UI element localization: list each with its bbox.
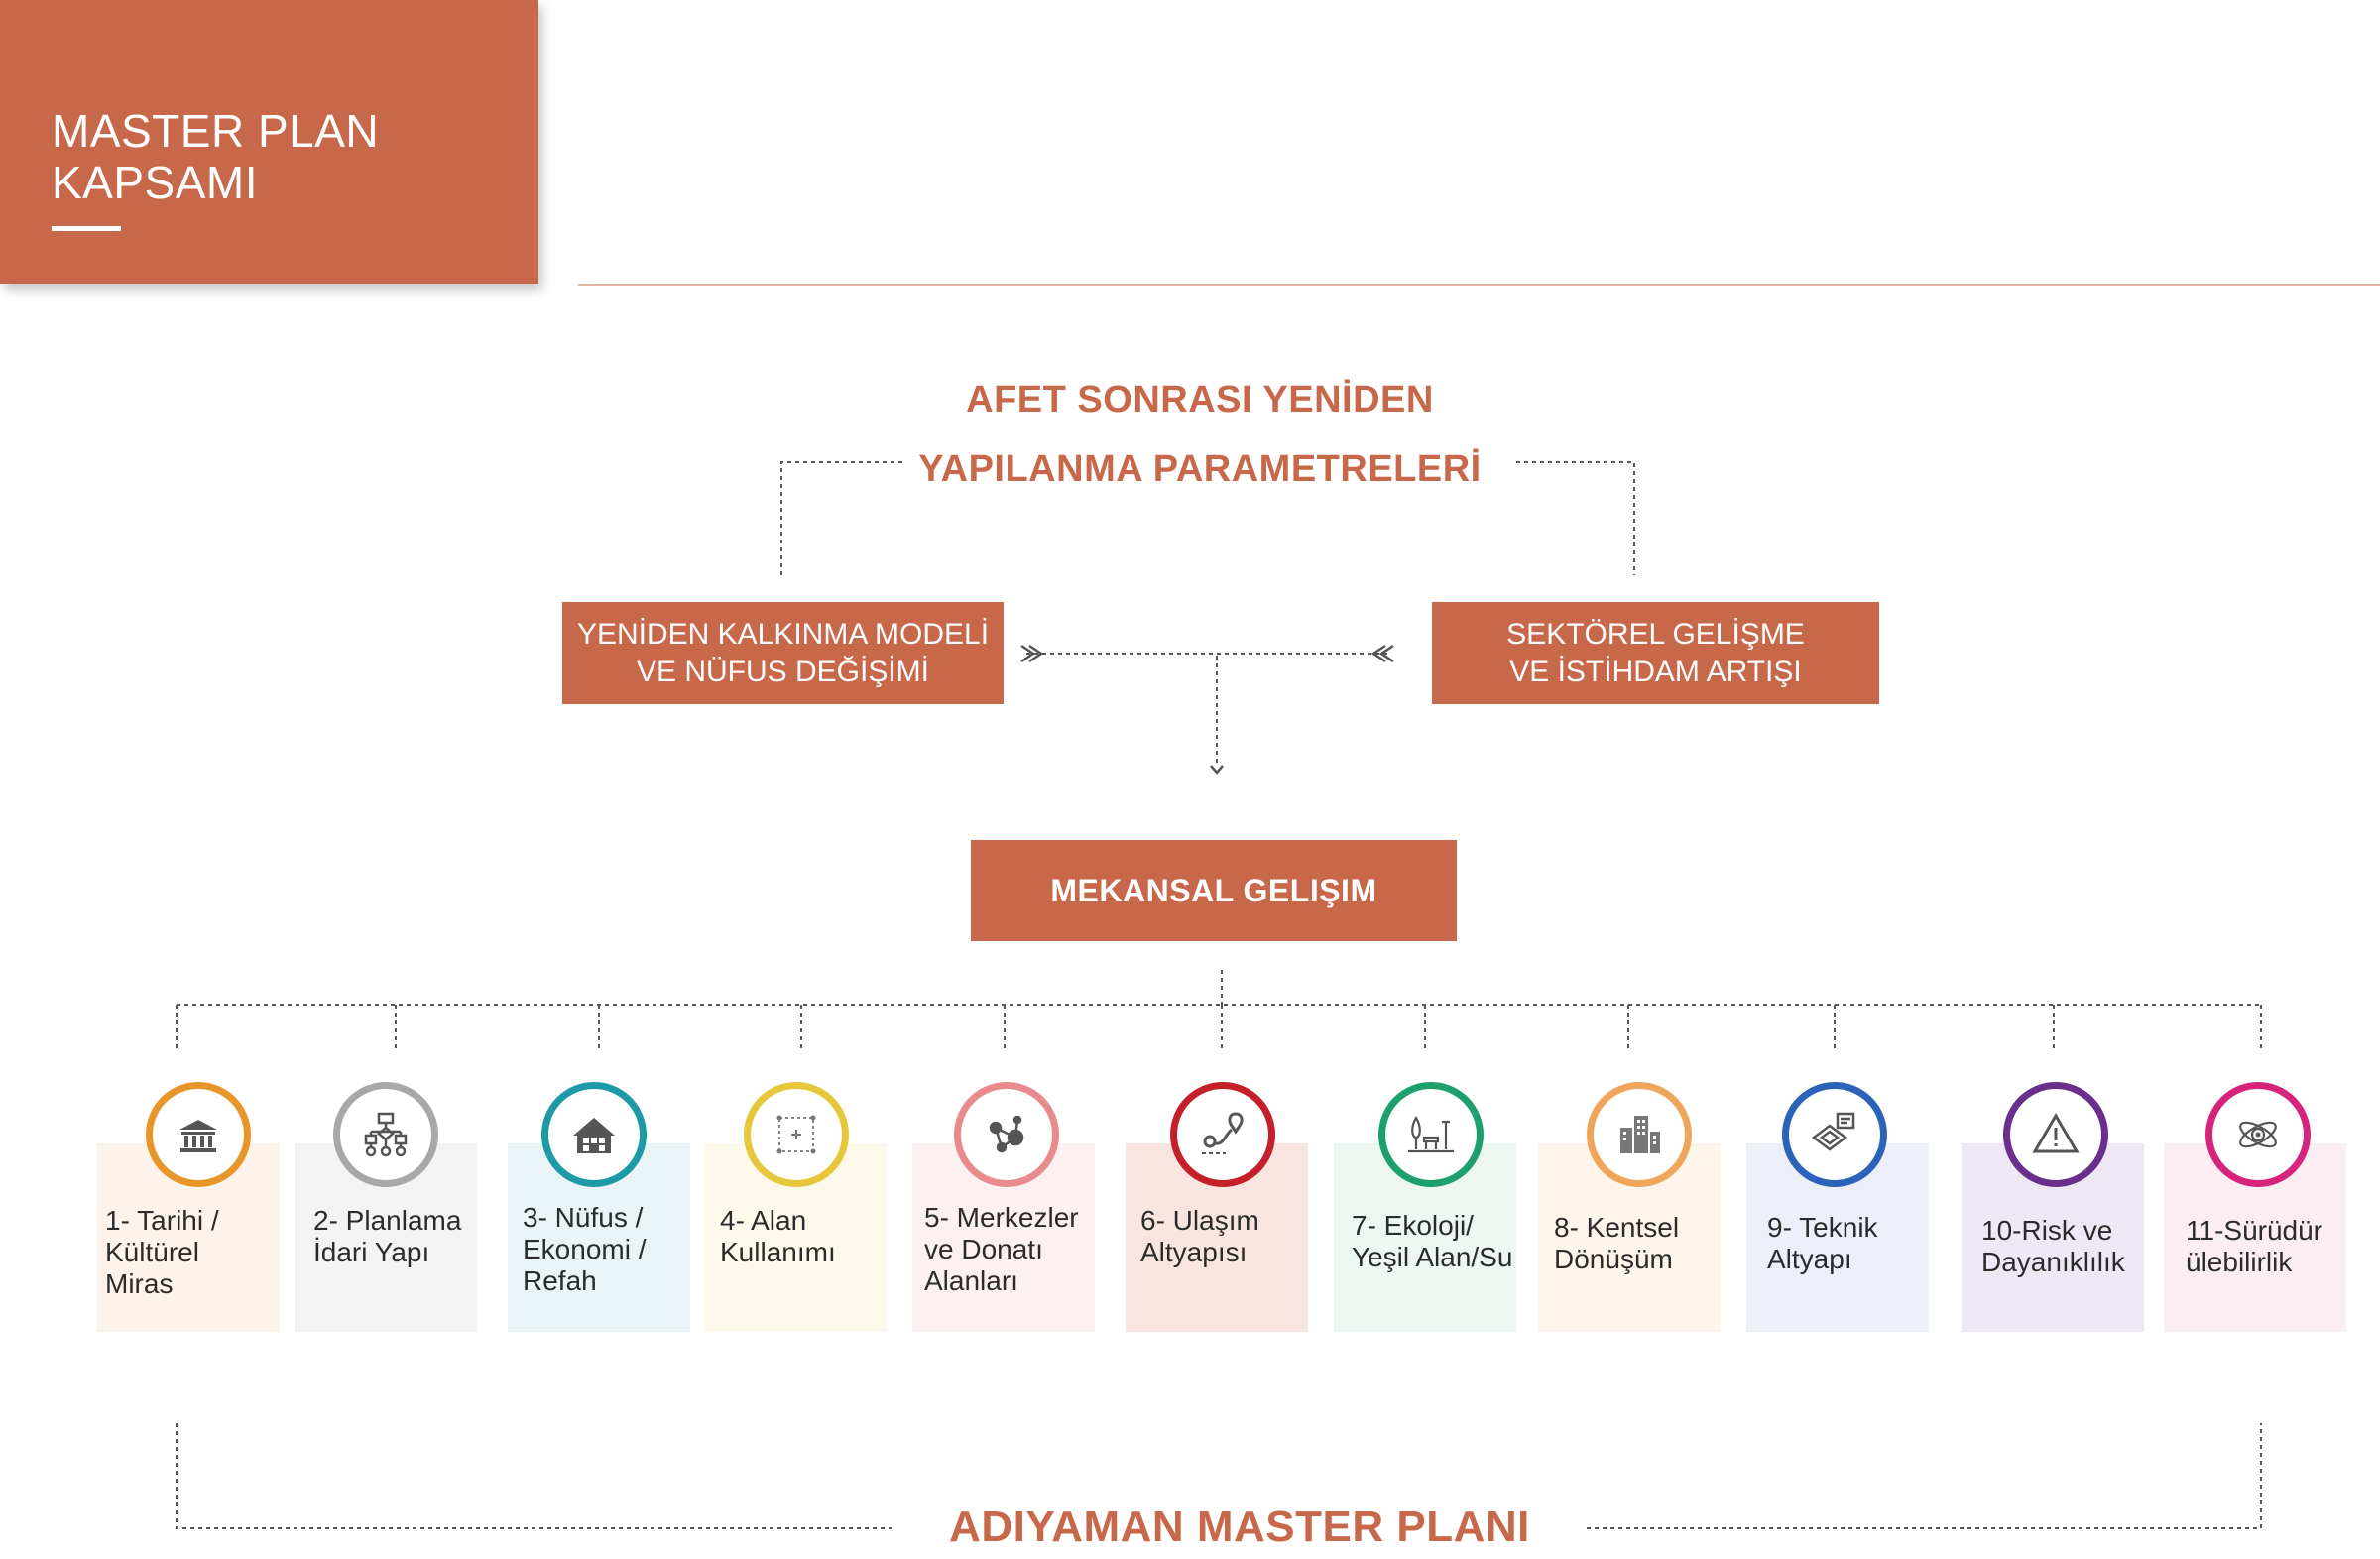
warning-icon bbox=[2029, 1108, 2082, 1161]
category-label-line1: 7- Ekoloji/ bbox=[1352, 1210, 1474, 1241]
category-label-line1: 3- Nüfus / bbox=[523, 1202, 644, 1233]
category-label-line3: Miras bbox=[105, 1268, 174, 1299]
category-icon-ring bbox=[2205, 1082, 2311, 1187]
category-label-line2: İdari Yapı bbox=[313, 1237, 430, 1267]
parameters-title-line2: YAPILANMA PARAMETRELERİ bbox=[918, 448, 1482, 490]
page-title-line2: KAPSAMI bbox=[52, 157, 259, 208]
category-label-line2: Altyapı bbox=[1767, 1244, 1852, 1274]
box-sectoral-growth bbox=[1432, 602, 1879, 704]
category-icon-ring bbox=[1782, 1082, 1887, 1187]
category-label-line2: Kullanımı bbox=[720, 1237, 836, 1267]
category-label-line2: Yeşil Alan/Su bbox=[1352, 1242, 1513, 1272]
parameters-title bbox=[754, 365, 1646, 504]
box-left-line1: YENİDEN KALKINMA MODELİ bbox=[576, 617, 990, 651]
page-title-line1: MASTER PLAN bbox=[52, 105, 380, 157]
network-icon bbox=[980, 1108, 1033, 1161]
box-left-line2: VE NÜFUS DEĞİŞİMİ bbox=[636, 655, 930, 688]
house-icon bbox=[567, 1108, 621, 1161]
route-icon bbox=[1196, 1108, 1250, 1161]
box-redevelopment-model bbox=[562, 602, 1004, 704]
category-label-line2: ülebilirlik bbox=[2186, 1247, 2293, 1277]
category-label bbox=[523, 1202, 647, 1297]
category-label-line1: 4- Alan bbox=[720, 1205, 807, 1236]
box-right-line2: VE İSTİHDAM ARTIŞI bbox=[1509, 655, 1802, 688]
category-label-line2: Altyapısı bbox=[1140, 1237, 1248, 1267]
category-label-line2: Ekonomi / bbox=[523, 1234, 647, 1264]
category-label bbox=[924, 1202, 1079, 1297]
category-label-line1: 9- Teknik bbox=[1767, 1212, 1878, 1243]
category-label-line1: 8- Kentsel bbox=[1554, 1212, 1680, 1243]
bottom-title: ADIYAMAN MASTER PLANI bbox=[892, 1496, 1587, 1559]
category-label bbox=[1352, 1210, 1512, 1273]
flowchart-icon bbox=[359, 1108, 413, 1161]
category-icon-ring bbox=[1378, 1082, 1484, 1187]
category-icon-ring bbox=[541, 1082, 647, 1187]
category-label-line1: 6- Ulaşım bbox=[1140, 1205, 1259, 1236]
category-label-line1: 1- Tarihi / bbox=[105, 1205, 219, 1236]
category-label bbox=[1554, 1212, 1679, 1275]
parameters-title-line1: AFET SONRASI YENİDEN bbox=[966, 379, 1434, 420]
box-right-line1: SEKTÖREL GELİŞME bbox=[1506, 617, 1805, 651]
category-icon-ring bbox=[744, 1082, 849, 1187]
category-label bbox=[1767, 1212, 1878, 1275]
category-icon-ring bbox=[1170, 1082, 1275, 1187]
area-icon bbox=[770, 1108, 823, 1161]
category-label-line1: 10-Risk ve bbox=[1981, 1215, 2113, 1246]
bottom-bracket bbox=[177, 1423, 922, 1528]
category-label bbox=[720, 1205, 836, 1268]
category-label-line1: 11-Sürüdür bbox=[2186, 1215, 2323, 1246]
category-label-line3: Alanları bbox=[924, 1265, 1018, 1296]
category-label bbox=[313, 1205, 461, 1268]
category-label-line1: 5- Merkezler bbox=[924, 1202, 1079, 1233]
category-label-line2: ve Donatı bbox=[924, 1234, 1043, 1264]
category-icon-ring bbox=[2003, 1082, 2108, 1187]
category-label bbox=[1140, 1205, 1259, 1268]
category-icon-ring bbox=[954, 1082, 1059, 1187]
category-icon-ring bbox=[146, 1082, 251, 1187]
category-label-line3: Refah bbox=[523, 1265, 597, 1296]
buildings-icon bbox=[1612, 1108, 1666, 1161]
category-label-line2: Dayanıklılık bbox=[1981, 1247, 2125, 1277]
category-label-line2: Dönüşüm bbox=[1554, 1244, 1673, 1274]
museum-icon bbox=[172, 1108, 225, 1161]
category-label bbox=[2186, 1215, 2322, 1278]
infrastructure-icon bbox=[1808, 1108, 1861, 1161]
arrow-down-head bbox=[1211, 766, 1223, 773]
box-spatial-development: MEKANSAL GELIŞIM bbox=[971, 840, 1457, 941]
category-icon-ring bbox=[1587, 1082, 1692, 1187]
category-label-line1: 2- Planlama bbox=[313, 1205, 462, 1236]
category-label bbox=[1981, 1215, 2125, 1278]
category-label-line2: Kültürel bbox=[105, 1237, 199, 1267]
atom-icon bbox=[2231, 1108, 2285, 1161]
category-label bbox=[105, 1205, 219, 1300]
park-icon bbox=[1404, 1108, 1458, 1161]
category-icon-ring bbox=[333, 1082, 438, 1187]
